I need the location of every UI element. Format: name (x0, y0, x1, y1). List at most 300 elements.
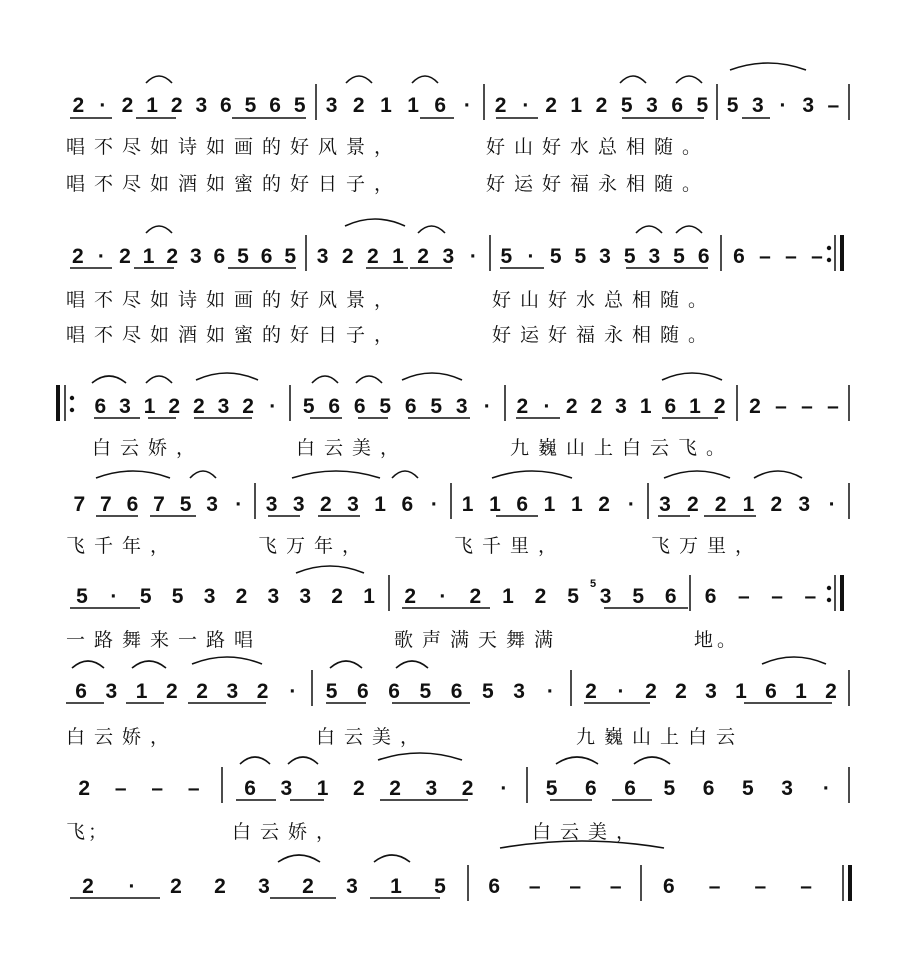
slur-arc (330, 661, 362, 668)
note-digit: 5 (379, 395, 392, 418)
dash-note: – (785, 245, 797, 268)
note-digit: 5 (284, 245, 297, 268)
augmentation-dot: · (99, 94, 107, 117)
lyric-char: 天 (478, 629, 498, 651)
note-digit: 2 (302, 875, 314, 898)
lyric-char: 好 (290, 324, 310, 346)
note-digit: 1 (374, 493, 386, 516)
augmentation-dot: · (97, 245, 105, 268)
lyric-char: 好 (542, 173, 562, 195)
note-digit: 3 (316, 245, 329, 268)
note-digit: 2 (242, 395, 254, 418)
note-digit: 2 (749, 395, 761, 418)
slur-arc (620, 76, 646, 83)
lyric-char: 不 (94, 289, 114, 311)
note-digit: 2 (461, 777, 474, 800)
dash-note: – (187, 777, 200, 800)
note-digit: 3 (206, 493, 218, 516)
dash-note: – (801, 395, 813, 418)
note-digit: 2 (545, 94, 557, 117)
note-digit: 3 (195, 94, 208, 117)
lyric-char: 如 (150, 173, 170, 195)
slur-arc (240, 757, 270, 764)
lyric-char: 路 (206, 629, 226, 651)
lyric-char: 九 (510, 437, 530, 459)
note-digit: 5 (574, 245, 587, 268)
dash-note: – (151, 777, 164, 800)
note-digit: 6 (697, 245, 710, 268)
note-digit: 6 (585, 777, 597, 800)
lyric-char: 云 (324, 437, 344, 459)
lyric-char: 的 (262, 289, 282, 311)
slur-arc (146, 76, 172, 83)
slur-arc (312, 376, 338, 383)
note-digit: 2 (192, 395, 205, 418)
augmentation-dot: · (543, 395, 551, 418)
lyric-char: 随 (660, 324, 680, 346)
note-digit: 1 (142, 245, 155, 268)
lyric-char: 千 (94, 535, 114, 557)
lyric-char: ， (374, 289, 394, 311)
lyric-char: ， (176, 437, 196, 459)
note-digit: 6 (401, 493, 414, 516)
lyric-char: 永 (604, 324, 624, 346)
note-digit: 3 (346, 875, 358, 898)
note-digit: 2 (82, 875, 94, 898)
lyric-char: 不 (94, 173, 114, 195)
lyric-char: 一 (178, 629, 198, 651)
lyric-char: 相 (632, 289, 652, 311)
lyric-char: 娇 (148, 437, 168, 459)
slur-arc (636, 226, 662, 233)
slur-arc (278, 855, 320, 862)
note-digit: 3 (217, 395, 230, 418)
note-digit: 3 (292, 493, 305, 516)
lyric-char: 好 (290, 173, 310, 195)
slur-arc (196, 373, 258, 380)
dash-note: – (827, 395, 839, 418)
lyric-char: 尽 (122, 136, 142, 158)
lyric-char: 画 (234, 136, 254, 158)
note-digit: 3 (659, 493, 671, 516)
note-digit: 6 (269, 94, 281, 117)
note-digit: 5 (663, 777, 676, 800)
slur-arc (396, 661, 428, 668)
augmentation-dot: · (828, 493, 836, 516)
note-digit: 2 (235, 585, 248, 608)
note-digit: 2 (367, 245, 379, 268)
lyric-char: 白 (532, 821, 552, 843)
note-digit: 6 (516, 493, 529, 516)
note-digit: 6 (671, 94, 684, 117)
slur-arc (492, 471, 572, 478)
note-digit: 2 (256, 680, 269, 703)
slur-arc (190, 471, 216, 478)
lyric-char: 九 (576, 726, 596, 748)
note-digit: 2 (119, 245, 131, 268)
lyric-char: 唱 (234, 629, 254, 651)
note-digit: 6 (220, 94, 232, 117)
slur-arc (132, 661, 166, 668)
note-digit: 3 (802, 94, 815, 117)
lyric-char: 云 (344, 726, 364, 748)
lyric-char: 尽 (122, 173, 142, 195)
lyric-char: 相 (626, 173, 646, 195)
note-digit: 5 (620, 94, 633, 117)
lyric-char: 声 (422, 629, 442, 651)
lyric-char: 山 (632, 726, 652, 748)
note-digit: 2 (595, 94, 608, 117)
slur-arc (676, 226, 702, 233)
lyric-char: ， (316, 821, 336, 843)
lyric-char: 不 (94, 324, 114, 346)
lyric-char: 。 (706, 437, 726, 459)
repeat-dot (827, 258, 831, 262)
slur-arc (500, 841, 664, 848)
augmentation-dot: · (822, 777, 830, 800)
lyric-char: 的 (262, 136, 282, 158)
augmentation-dot: · (522, 94, 530, 117)
lyric-char: 如 (150, 324, 170, 346)
note-digit: 1 (489, 493, 501, 516)
dash-note: – (738, 585, 750, 608)
lyric-char: 巍 (538, 437, 558, 459)
note-digit: 2 (170, 875, 182, 898)
lyric-char: 如 (150, 289, 170, 311)
lyric-char: 景 (346, 136, 366, 158)
lyric-char: 白 (92, 437, 112, 459)
lyric-char: 上 (594, 437, 614, 459)
lyric-char: 如 (206, 136, 226, 158)
slur-arc (676, 76, 702, 83)
dash-note: – (114, 777, 127, 800)
note-digit: 6 (357, 680, 369, 703)
note-digit: 6 (353, 395, 366, 418)
slur-arc (730, 63, 806, 70)
note-digit: 3 (646, 94, 658, 117)
repeat-dot (827, 246, 831, 250)
lyric-char: 尽 (122, 289, 142, 311)
lyric-char: 不 (94, 136, 114, 158)
lyric-char: 美 (352, 437, 372, 459)
slur-arc (296, 566, 364, 573)
lyric-char: 福 (576, 324, 596, 346)
lyric-char: ， (538, 535, 558, 557)
note-digit: 3 (265, 493, 278, 516)
lyric-char: 酒 (178, 324, 198, 346)
note-digit: 1 (316, 777, 329, 800)
lyric-char: 。 (682, 136, 702, 158)
note-digit: 2 (598, 493, 610, 516)
note-digit: 6 (244, 777, 256, 800)
augmentation-dot: · (289, 680, 297, 703)
note-digit: 5 (302, 395, 315, 418)
note-digit: 5 (726, 94, 739, 117)
note-digit: 5 (419, 680, 432, 703)
note-digit: 1 (392, 245, 404, 268)
note-digit: 6 (733, 245, 745, 268)
note-digit: 3 (455, 395, 468, 418)
note-digit: 1 (639, 395, 652, 418)
slur-arc (92, 376, 126, 383)
note-digit: 6 (75, 680, 87, 703)
note-digit: 5 (549, 245, 562, 268)
slur-arc (356, 376, 382, 383)
dash-note: – (771, 585, 783, 608)
note-digit: 2 (714, 493, 727, 516)
note-digit: 3 (751, 94, 764, 117)
lyric-char: ， (374, 324, 394, 346)
slur-arc (634, 757, 670, 764)
lyric-char: 云 (560, 821, 580, 843)
note-digit: 3 (599, 245, 611, 268)
lyric-char: 如 (206, 289, 226, 311)
lyric-char: 好 (290, 289, 310, 311)
note-digit: 2 (71, 245, 84, 268)
note-digit: 1 (543, 493, 556, 516)
augmentation-dot: · (128, 875, 136, 898)
repeat-dot (827, 598, 831, 602)
dash-note: – (609, 875, 622, 898)
note-digit: 6 (765, 680, 777, 703)
note-digit: 5 (139, 585, 152, 608)
lyric-char: ， (342, 535, 362, 557)
augmentation-dot: · (269, 395, 277, 418)
note-digit: 2 (713, 395, 726, 418)
lyric-char: 唱 (66, 324, 86, 346)
slur-arc (392, 471, 418, 478)
slur-arc (345, 219, 405, 226)
lyric-char: 山 (566, 437, 586, 459)
lyric-char: 好 (486, 173, 506, 195)
note-digit: 3 (119, 395, 131, 418)
lyric-char: 舞 (506, 629, 526, 651)
note-digit: 2 (534, 585, 547, 608)
note-digit: 2 (590, 395, 603, 418)
note-digit: 1 (570, 493, 583, 516)
lyric-char: 永 (598, 173, 618, 195)
note-digit: 5 (623, 245, 636, 268)
note-digit: 3 (267, 585, 280, 608)
note-digit: 5 (696, 94, 709, 117)
lyric-char: 水 (570, 136, 590, 158)
augmentation-dot: · (779, 94, 787, 117)
dash-note: – (827, 94, 840, 117)
note-digit: 1 (795, 680, 807, 703)
lyric-char: ， (616, 821, 636, 843)
lyric-char: 来 (150, 629, 170, 651)
note-digit: 2 (825, 680, 837, 703)
note-digit: 2 (320, 493, 332, 516)
note-digit: 2 (341, 245, 354, 268)
lyric-char: 。 (688, 289, 708, 311)
lyric-char: 随 (654, 136, 674, 158)
lyric-char: 景 (346, 289, 366, 311)
lyric-char: 好 (492, 289, 512, 311)
lyric-char: 云 (650, 437, 670, 459)
note-digit: 6 (94, 395, 107, 418)
lyric-char: ， (150, 535, 170, 557)
note-digit: 1 (742, 493, 755, 516)
note-digit: 2 (78, 777, 91, 800)
slur-arc (96, 471, 170, 478)
note-digit: 1 (735, 680, 747, 703)
note-digit: 6 (404, 395, 417, 418)
lyric-char: 。 (688, 324, 708, 346)
lyric-char: 尽 (122, 324, 142, 346)
note-digit: 3 (425, 777, 438, 800)
lyric-char: 山 (514, 136, 534, 158)
note-digit: 2 (585, 680, 597, 703)
note-digit: 5 (673, 245, 685, 268)
lyric-char: 满 (534, 629, 554, 651)
slur-arc (378, 753, 462, 760)
note-digit: 5 (244, 94, 257, 117)
note-digit: 3 (325, 94, 338, 117)
lyric-char: 日 (318, 173, 338, 195)
slur-arc (288, 757, 318, 764)
dash-note: – (811, 245, 823, 268)
note-digit: 7 (100, 493, 112, 516)
repeat-dot (70, 396, 74, 400)
note-digit: 1 (407, 94, 419, 117)
lyric-char: 运 (514, 173, 534, 195)
augmentation-dot: · (617, 680, 625, 703)
note-digit: 6 (213, 245, 226, 268)
note-digit: 3 (513, 680, 525, 703)
lyric-char: 白 (296, 437, 316, 459)
slur-arc (556, 757, 598, 764)
dash-note: – (708, 875, 721, 898)
lyric-char: 飞 (651, 535, 671, 557)
note-digit: 6 (388, 680, 400, 703)
note-digit: 1 (461, 493, 474, 516)
note-digit: 3 (258, 875, 270, 898)
lyric-char: 唱 (66, 173, 86, 195)
note-digit: 6 (488, 875, 501, 898)
lyric-char: 的 (262, 324, 282, 346)
lyric-char: 风 (318, 136, 338, 158)
dash-note: – (759, 245, 771, 268)
lyric-char: 云 (120, 437, 140, 459)
dash-note: – (528, 875, 541, 898)
lyric-char: 白 (232, 821, 252, 843)
note-digit: 6 (328, 395, 341, 418)
lyric-char: 子 (346, 324, 366, 346)
note-digit: 6 (664, 585, 677, 608)
augmentation-dot: · (500, 777, 508, 800)
slur-arc (402, 373, 462, 380)
lyric-char: 美 (588, 821, 608, 843)
note-digit: 2 (168, 395, 181, 418)
lyric-char: 好 (548, 324, 568, 346)
augmentation-dot: · (439, 585, 447, 608)
note-digit: 5 (179, 493, 192, 516)
note-digit: 2 (565, 395, 578, 418)
lyric-char: 诗 (178, 136, 198, 158)
lyric-char: 运 (520, 324, 540, 346)
lyric-char: 飞 (258, 535, 278, 557)
note-digit: 2 (331, 585, 343, 608)
lyric-char: 好 (486, 136, 506, 158)
note-digit: 3 (599, 585, 612, 608)
note-digit: 1 (689, 395, 701, 418)
augmentation-dot: · (627, 493, 635, 516)
note-digit: 5 (632, 585, 645, 608)
lyric-char: 舞 (122, 629, 142, 651)
grace-note: 5 (589, 578, 597, 590)
slur-arc (418, 226, 445, 233)
note-digit: 3 (203, 585, 216, 608)
note-digit: 3 (299, 585, 312, 608)
lyric-char: 年 (122, 535, 142, 557)
augmentation-dot: · (110, 585, 118, 608)
dash-note: – (569, 875, 582, 898)
lyric-char: 云 (94, 726, 114, 748)
lyric-char: 满 (450, 629, 470, 651)
note-digit: 6 (702, 777, 715, 800)
lyric-char: 相 (626, 136, 646, 158)
lyric-char: 唱 (66, 136, 86, 158)
slur-arc (754, 471, 802, 478)
note-digit: 6 (624, 777, 636, 800)
note-digit: 6 (663, 875, 675, 898)
augmentation-dot: · (430, 493, 438, 516)
lyric-char: 飞 (454, 535, 474, 557)
augmentation-dot: · (527, 245, 535, 268)
note-digit: 3 (105, 680, 118, 703)
note-digit: 2 (770, 493, 783, 516)
note-digit: 5 (482, 680, 494, 703)
lyric-char: 飞 (678, 437, 698, 459)
note-digit: 3 (781, 777, 793, 800)
lyric-char: 总 (598, 136, 618, 158)
lyric-char: 子 (346, 173, 366, 195)
note-digit: 2 (404, 585, 417, 608)
lyric-char: 云 (260, 821, 280, 843)
note-digit: 2 (494, 94, 507, 117)
lyric-char: 地 (694, 629, 714, 651)
lyric-char: 白 (622, 437, 642, 459)
lyric-char: 好 (492, 324, 512, 346)
note-digit: 3 (615, 395, 627, 418)
note-digit: 7 (153, 493, 165, 516)
note-digit: 6 (126, 493, 139, 516)
note-digit: 5 (500, 245, 513, 268)
lyric-char: 白 (66, 726, 86, 748)
note-digit: 1 (502, 585, 514, 608)
note-digit: 2 (675, 680, 687, 703)
lyric-char: 白 (316, 726, 336, 748)
lyric-char: 。 (682, 173, 702, 195)
augmentation-dot: · (483, 395, 491, 418)
lyric-char: 千 (482, 535, 502, 557)
lyric-char: 路 (94, 629, 114, 651)
note-digit: 2 (166, 680, 178, 703)
lyric-char: 蜜 (234, 324, 254, 346)
note-digit: 5 (171, 585, 184, 608)
note-digit: 5 (742, 777, 754, 800)
lyric-char: 风 (318, 289, 338, 311)
lyric-char: 的 (262, 173, 282, 195)
lyric-char: 美 (372, 726, 392, 748)
lyric-char: ， (374, 173, 394, 195)
note-digit: 1 (390, 875, 402, 898)
lyric-char: 。 (717, 629, 737, 651)
slur-arc (346, 76, 372, 83)
note-digit: 1 (380, 94, 392, 117)
slur-arc (762, 657, 826, 664)
